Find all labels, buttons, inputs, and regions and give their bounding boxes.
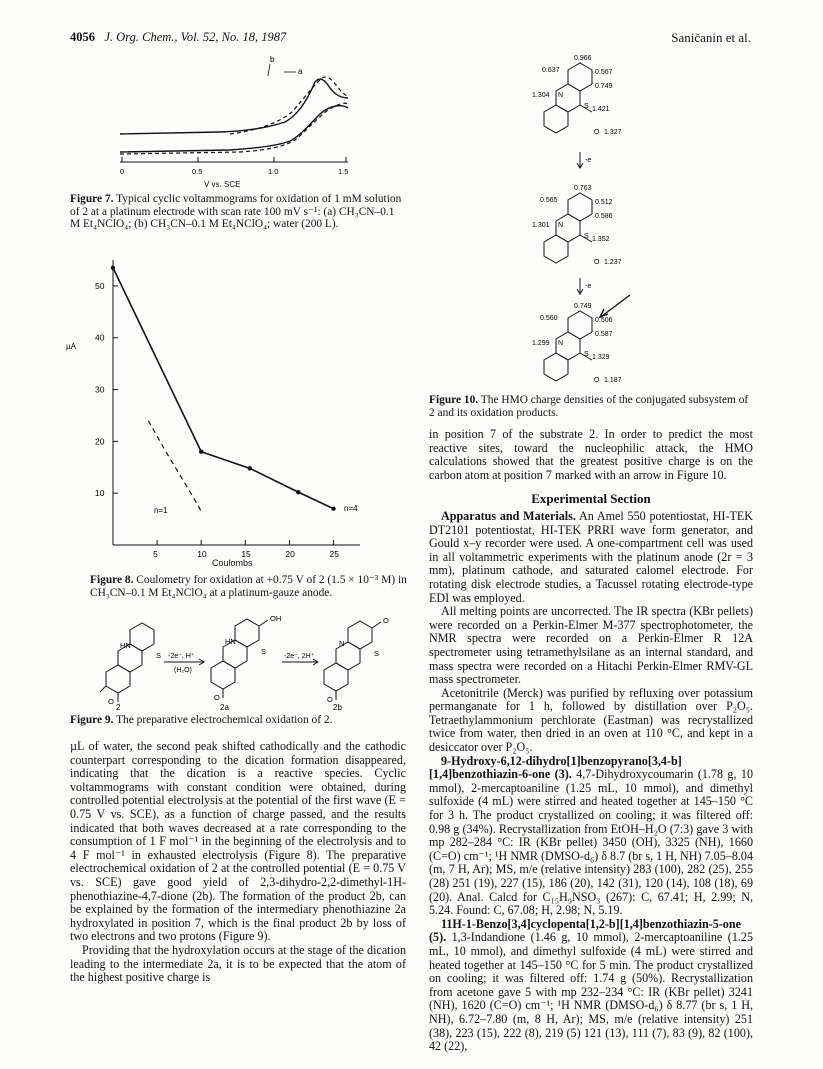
journal-citation: J. Org. Chem., Vol. 52, No. 18, 1987 <box>104 30 287 44</box>
section-heading: Experimental Section <box>531 491 651 507</box>
atom-s: S <box>584 103 589 110</box>
charge-value: 0.763 <box>574 185 592 192</box>
charge-value: 0.512 <box>595 199 613 206</box>
paragraph-body: 1,3-Indandione (1.46 g, 10 mmol), 2-mercaptoaniline (1.25 mL, 10 mmol), and dimethyl sulfoxide (4 mL) were stirred and heated together at 145–150 °C for 5 min. The product crystallized on cooling; it was filtered off: 1.74 g (50%). Recrystallization from acetone gave 5 with mp 232–234 °C: IR (KBr pellet) 3241 (NH), 1620 (C=O) cm⁻¹; ¹H NMR (DMSO-d₆) δ 8.77 (br s, 1 H, NH), 6.72–7.80 (m, 8 H, Ar); MS, m/e (relative intensity) 251 (38), 223 (15), 222 (8), 219 (5) 121 (13), 111 (7), 83 (9), 82 (100), 42 (22), <box>429 930 753 1054</box>
charge-value: 0.506 <box>595 317 613 324</box>
charge-value: 1.327 <box>604 129 622 136</box>
figure10-caption <box>429 394 753 419</box>
figure9-caption-label: Figure 9. <box>70 714 114 726</box>
figure10-caption-label: Figure 10. <box>429 394 479 406</box>
atom-label: HN <box>225 637 236 646</box>
paragraph <box>429 510 753 605</box>
data-point <box>248 466 252 470</box>
page-header <box>70 30 286 45</box>
charge-value: 0.966 <box>574 55 592 62</box>
atom-o: O <box>594 129 600 136</box>
compound-label-2b: 2b <box>333 703 342 710</box>
y-tick-label: 40 <box>95 332 105 343</box>
figure8-caption-text: Coulometry for oxidation at +0.75 V of 2 (1.5 × 10⁻³ M) in CH₃CN–0.1 M Et₄NClO₄ at a platinum-gauze anode. <box>90 574 407 599</box>
charge-value: 0.567 <box>595 69 613 76</box>
data-point <box>296 490 300 494</box>
x-tick: 0.5 <box>192 167 203 176</box>
figure9-reaction-scheme <box>100 612 400 710</box>
atom-n: N <box>558 222 564 229</box>
atom-label: HN <box>120 641 131 650</box>
paragraph-body: 4,7-Dihydroxycoumarin (1.78 g, 10 mmol), 2-mercaptoaniline (1.25 mL, 10 mmol), and dimethyl sulfoxide (4 mL) were stirred and heated together at 145–150 °C for 3 h. The product crystallized on cooling; it was filtered off: 0.98 g (34%). Recrystallization from EtOH–H₂O (7:3) gave 3 with mp 282–284 °C: IR (KBr pellet) 3450 (OH), 3325 (NH), 1660 (C=O) cm⁻¹; ¹H NMR (DMSO-d₆) δ 8.7 (br s, 1 H, NH) 7.05–8.04 (m, 7 H, Ar); MS, m/e (relative intensity) 283 (100), 282 (25), 255 (28) 251 (19), 227 (15), 186 (20), 142 (31), 120 (14), 108 (18), 69 (20). Anal. Calcd for C₁₅H₉NSO₃ (267): C, 67.41; H, 2.99; N, 5.24. Found: C, 67.08; H, 2.98; N, 5.19. <box>429 767 753 918</box>
figure8-coulometry-chart <box>60 255 380 565</box>
cv-curve-a <box>120 79 348 152</box>
figure7-caption <box>70 193 406 231</box>
charge-value: 1.352 <box>592 236 610 243</box>
figure9-caption <box>70 714 406 727</box>
atom-s: S <box>584 351 589 358</box>
structure-compound-2a <box>211 619 268 698</box>
x-tick: 1.5 <box>338 167 349 176</box>
y-tick-label: 30 <box>95 384 105 395</box>
charge-value: 1.421 <box>592 106 610 113</box>
data-point <box>199 450 203 454</box>
y-tick-label: 50 <box>95 280 105 291</box>
page-number: 4056 <box>70 30 95 44</box>
atom-label: O <box>327 695 333 704</box>
atom-label: S <box>261 647 267 656</box>
running-authors: Saničanin et al. <box>671 30 751 45</box>
paragraph: Providing that the hydroxylation occurs at the stage of the dication leading to the intermediate 2a, it is to be expected that the atom of the highest positive charge is <box>70 942 406 985</box>
left-column-text <box>70 740 406 985</box>
atom-label: S <box>374 649 380 658</box>
compound-label-2: 2 <box>116 703 121 710</box>
x-tick-label: 20 <box>285 549 295 559</box>
figure8-caption-label: Figure 8. <box>90 574 134 586</box>
arrow-label: -e <box>585 157 592 164</box>
atom-o: O <box>594 259 600 266</box>
arrow2-conditions: -2e⁻, 2H⁺ <box>284 653 315 660</box>
paragraph-body: An Amel 550 potentiostat, HI-TEK DT2101 potentiostat, HI-TEK PRRI wave form generator, and Gould x–y recorder were used. A one-compartment cell was used in all voltammetric experiments with the platinum anode (2r = 3 mm), platinum cathode, and saturated calomel electrode. For rotating disk electrode studies, a Tacussel rotating electrode-type EDI was employed. <box>429 508 753 605</box>
atom-label: OH <box>270 614 282 623</box>
x-tick: 0 <box>120 167 125 176</box>
paragraph-heading: 11H-1-Benzo[3,4]cyclopenta[1,2-b][1,4]benzothiazin-5-one (5). <box>429 916 741 945</box>
x-tick-label: 15 <box>241 549 251 559</box>
x-tick-label: 25 <box>329 549 340 559</box>
x-tick-label: 5 <box>153 549 158 559</box>
paragraph-heading: 9-Hydroxy-6,12-dihydro[1]benzopyrano[3,4-b][1,4]benzothiazin-6-one (3). <box>429 753 682 782</box>
annotation-n1: n=1 <box>154 506 168 515</box>
structure-compound-2b <box>324 621 381 700</box>
atom-n: N <box>558 92 564 99</box>
atom-label: S <box>156 651 162 660</box>
charge-value: 0.749 <box>574 303 592 310</box>
paragraph <box>429 918 753 1054</box>
right-column-text <box>429 428 753 1054</box>
y-tick-label: 10 <box>95 488 105 499</box>
figure10-hmo-charges <box>530 50 720 425</box>
charge-value: 0.565 <box>540 197 558 204</box>
annotation-n4: n=4 <box>344 504 358 513</box>
arrow-label: -e <box>585 283 592 290</box>
arrow1-cosolvent: (H₂O) <box>174 667 192 674</box>
structure-compound-2 <box>100 623 154 702</box>
figure7-caption-text: Typical cyclic voltammograms for oxidation of 1 mM solution of 2 at a platinum electrode with scan rate 100 mV s⁻¹: (a) CH₃CN–0.1 M Et₄NClO₄; (b) CH₃CN–0.1 M Et₄NClO₄; water (200 L). <box>70 193 402 231</box>
figure8-caption <box>90 574 408 599</box>
data-point <box>111 266 115 270</box>
series-line-1 <box>113 268 334 509</box>
y-tick-label: 20 <box>95 436 105 447</box>
arrow1-conditions: -2e⁻, H⁺ <box>168 653 195 660</box>
figure10-caption-text: The HMO charge densities of the conjugated subsystem of 2 and its oxidation products. <box>429 394 749 419</box>
atom-label: O <box>108 697 114 706</box>
position-7-arrow <box>602 295 630 316</box>
charge-value: 1.301 <box>532 222 550 229</box>
y-unit-label: µA <box>66 342 76 351</box>
curve-label-b: b <box>270 55 275 64</box>
paragraph: in position 7 of the substrate 2. In order to predict the most reactive sites, toward the nucleophilic attack, the HMO calculations showed that the greatest positive charge is on the carbon atom at position 7 marked with an arrow in Figure 10. <box>429 427 753 482</box>
paragraph: Acetonitrile (Merck) was purified by refluxing over potassium permanganate for 1 h, followed by distillation over P₂O₅. Tetraethylammonium perchlorate (Eastman) was recrystallized twice from water, then dried in an oven at 110 °C, and kept in a desiccator over P₂O₅. <box>429 685 753 755</box>
paragraph: All melting points are uncorrected. The IR spectra (KBr pellets) were recorded on a Perkin-Elmer M-377 spectrophotometer, the NMR spectra were recorded on a Perkin-Elmer R 12A spectrometer using tetramethylsilane as an internal standard, and mass spectra were recorded on a Hitachi Perkin-Elmer RMV-GL mass spectrometer. <box>429 604 753 687</box>
figure7-x-label: V vs. SCE <box>204 180 241 189</box>
charge-value: 1.304 <box>532 92 550 99</box>
charge-value: 1.187 <box>604 377 622 384</box>
atom-o: O <box>594 377 600 384</box>
figure8-x-label: Coulombs <box>212 558 253 568</box>
paragraph: µL of water, the second peak shifted cathodically and the cathodic counterpart corresponding to the dication formation disappeared, indicating that the dication is a reactive species. Cyclic voltammograms with constant condition were obtained, during controlled potential electrolysis at the potential of the first wave (E = 0.75 V vs. SCE), as a function of charge passed, and the results indicated that both waves decreased at a rate corresponding to the consumption of 1 F mol⁻¹ in the beginning of the electrolysis and to 4 F mol⁻¹ in exhausted electrolysis (Figure 8). The preparative electrochemical oxidation of 2 at the controlled potential (E = 0.75 V vs. SCE) gave good yield of 2,3-dihydro-2,2-dimethyl-1H-phenothiazine-4,7-dione (2b). The formation of the product 2b, can be explained by the formation of the intermediary phenothiazine 2a hydroxylated in position 7, which is the final product 2b by loss of two electrons and two protons (Figure 9). <box>70 739 406 944</box>
charge-value: 0.560 <box>540 315 558 322</box>
atom-label: O <box>214 693 220 702</box>
curve-label-a: a <box>298 67 303 76</box>
data-point <box>331 507 335 511</box>
atom-n: N <box>558 340 564 347</box>
figure7-voltammogram <box>110 52 350 180</box>
charge-value: 1.329 <box>592 354 610 361</box>
curve-b-pointer <box>268 64 270 76</box>
x-tick: 1.0 <box>268 167 279 176</box>
charge-value: 1.299 <box>532 340 550 347</box>
charge-value: 0.749 <box>595 83 613 90</box>
cv-curve-b <box>120 77 348 154</box>
figure9-caption-text: The preparative electrochemical oxidation of 2. <box>113 714 333 726</box>
x-tick-label: 10 <box>197 549 207 559</box>
charge-value: 1.237 <box>604 259 622 266</box>
figure7-caption-label: Figure 7. <box>70 193 114 205</box>
paragraph-heading: Apparatus and Materials. <box>441 508 576 523</box>
charge-value: 0.587 <box>595 331 613 338</box>
compound-label-2a: 2a <box>220 703 229 710</box>
atom-label: O <box>383 616 389 625</box>
charge-value: 0.637 <box>542 67 560 74</box>
charge-value: 0.586 <box>595 213 613 220</box>
atom-label: N <box>339 639 345 648</box>
atom-s: S <box>584 233 589 240</box>
paragraph <box>429 755 753 918</box>
